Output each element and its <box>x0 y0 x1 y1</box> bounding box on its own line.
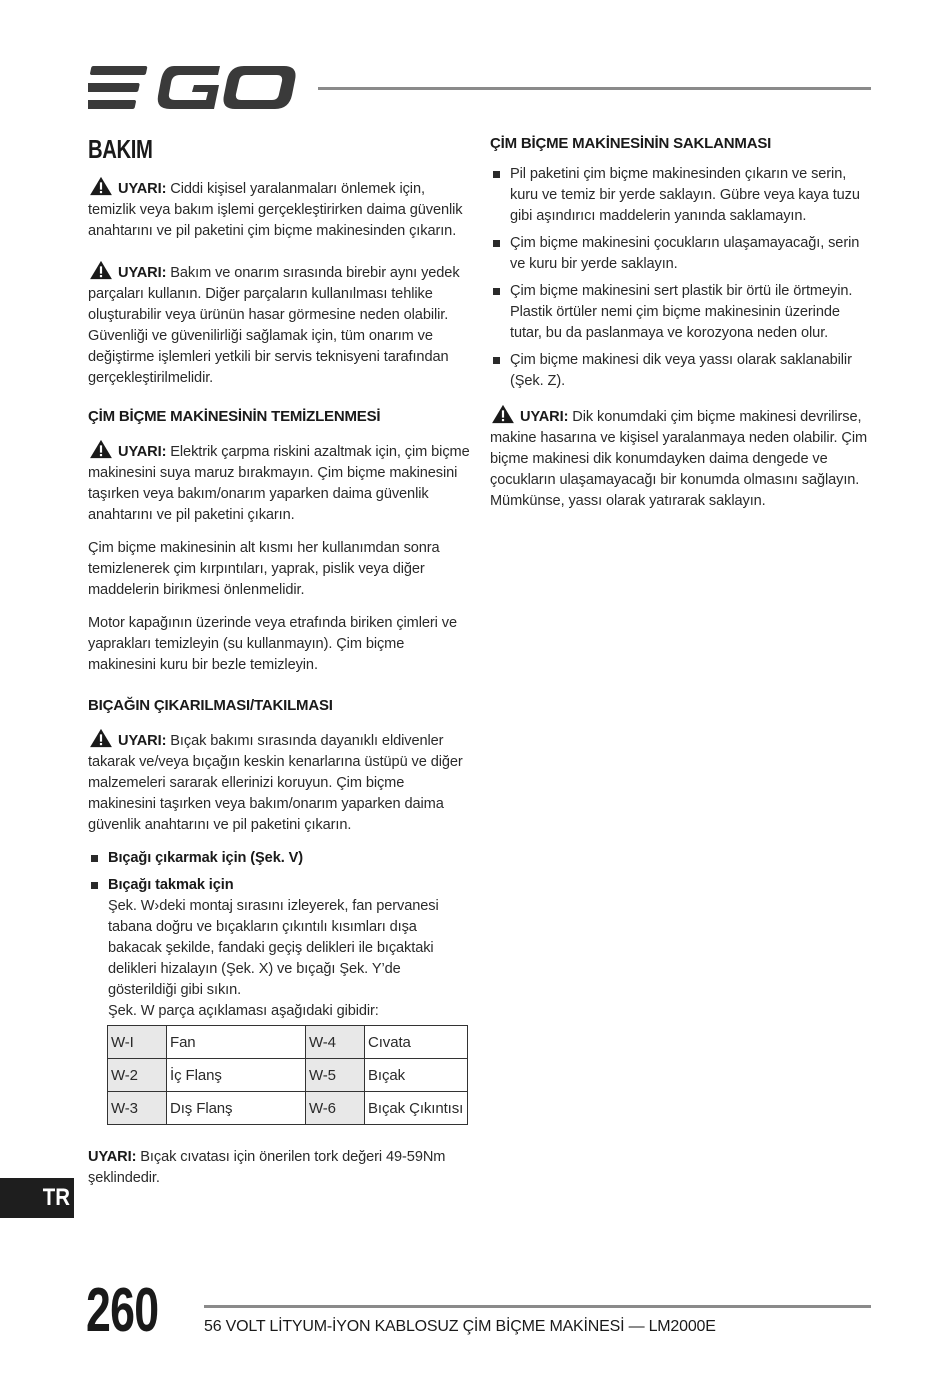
list-item: Pil paketini çim biçme makinesinden çıkarın ve serin, kuru ve temiz bir yerde saklayın. Gübre veya kaya tuzu gibi aşındırıcı maddelerin yanında saklamayın. <box>490 164 874 227</box>
warning-icon <box>88 439 114 459</box>
warning-text: Elektrik çarpma riskini azaltmak için, çim biçme makinesini suya maruz bırakmayın. Çim biçme makinesini taşırken veya bakım/onarım yaparken daima güvenlik anahtarını ve pil paketini çıkarın. <box>88 444 470 523</box>
warning-text: Bıçak cıvatası için önerilen tork değeri 49-59Nm şeklindedir. <box>88 1149 446 1186</box>
warning-paragraph <box>88 176 470 242</box>
warning-text: Dik konumdaki çim biçme makinesi devrilirse, makine hasarına ve kişisel yaralanmaya neden olabilir. Çim biçme makinesi dik konumdayken daima dengede ve çocukların ulaşamayacağı bir konumda olmasını sağlayın. Mümkünse, yassı olarak yatırarak saklayın. <box>490 409 868 509</box>
table-cell: Bıçak Çıkıntısı <box>365 1092 468 1125</box>
warning-text: Bakım ve onarım sırasında birebir aynı yedek parçaları kullanın. Diğer parçaların kullanılması tehlike oluşturabilir veya ürünün hasar görmesine neden olabilir. Güvenliği ve güvenilirliği sağlamak için, tüm onarım ve değiştirme işlemleri yetkili bir servis teknisyeni tarafından gerçekleştirilmelidir. <box>88 265 460 386</box>
footer-rule <box>204 1305 871 1308</box>
warning-label: UYARI: <box>88 1149 137 1165</box>
table-intro: Şek. W parça açıklaması aşağıdaki gibidir: <box>108 1003 379 1019</box>
table-cell: W-6 <box>306 1092 365 1125</box>
language-tab <box>0 1178 74 1218</box>
table-row <box>108 1059 468 1092</box>
table-row <box>108 1026 468 1059</box>
page-title: BAKIM <box>88 134 153 164</box>
cleaning-paragraph-1: Çim biçme makinesinin alt kısmı her kullanımdan sonra temizlenerek çim kırpıntıları, yaprak, pislik veya diğer maddelerin birikmesi önlenmelidir. <box>88 540 440 598</box>
storage-list <box>490 164 874 392</box>
list-item <box>88 875 470 1022</box>
table-cell: W-5 <box>306 1059 365 1092</box>
table-cell: W-3 <box>108 1092 167 1125</box>
table-cell: Bıçak <box>365 1059 468 1092</box>
torque-note <box>88 1147 470 1189</box>
table-row <box>108 1092 468 1125</box>
warning-paragraph <box>88 439 470 526</box>
section-heading-blade: BIÇAĞIN ÇIKARILMASI/TAKILMASI <box>88 697 333 714</box>
left-column <box>88 132 470 1189</box>
table-cell: İç Flanş <box>167 1059 306 1092</box>
list-item <box>88 848 470 869</box>
warning-paragraph <box>88 260 470 389</box>
warning-paragraph <box>490 404 874 512</box>
warning-icon <box>88 260 114 280</box>
header-rule <box>318 87 871 90</box>
list-item: Çim biçme makinesi dik veya yassı olarak saklanabilir (Şek. Z). <box>490 350 874 392</box>
ego-logo <box>88 64 298 112</box>
warning-text: Bıçak bakımı sırasında dayanıklı eldivenler takarak ve/veya bıçağın keskin kenarlarına üstüpü ve diğer malzemeleri sararak ellerinizi koruyun. Çim biçme makinesini taşırken veya bakım/onarım yaparken daima güvenlik anahtarını ve pil paketini çıkarın. <box>88 733 463 833</box>
warning-label: UYARI: <box>118 733 167 749</box>
warning-label: UYARI: <box>118 444 167 460</box>
right-column <box>490 132 874 512</box>
list-item: Çim biçme makinesini çocukların ulaşamayacağı, serin ve kuru bir yerde saklayın. <box>490 233 874 275</box>
table-cell: W-4 <box>306 1026 365 1059</box>
warning-icon <box>88 728 114 748</box>
warning-paragraph <box>88 728 470 836</box>
warning-label: UYARI: <box>118 265 167 281</box>
blade-steps-list <box>88 848 470 1022</box>
list-item: Çim biçme makinesini sert plastik bir örtü ile örtmeyin. Plastik örtüler nemi çim biçme makinesinin üzerinde tutar, bu da paslanmaya ve korozyona neden olur. <box>490 281 874 344</box>
table-cell: Fan <box>167 1026 306 1059</box>
warning-icon <box>88 176 114 196</box>
warning-label: UYARI: <box>118 181 167 197</box>
page-number: 260 <box>86 1276 159 1345</box>
table-cell: Dış Flanş <box>167 1092 306 1125</box>
table-cell: Cıvata <box>365 1026 468 1059</box>
section-heading-storage: ÇİM BİÇME MAKİNESİNİN SAKLANMASI <box>490 135 772 152</box>
section-heading-cleaning: ÇİM BİÇME MAKİNESİNİN TEMİZLENMESİ <box>88 408 381 425</box>
parts-table <box>107 1025 468 1125</box>
table-cell: W-I <box>108 1026 167 1059</box>
list-item-text: Şek. W›deki montaj sırasını izleyerek, fan pervanesi tabana doğru ve bıçakların çıkıntılı kısımları dışa bakacak şekilde, fandaki geçiş delikleri ile bıçaktaki delikleri hizalayın (Şek. X) ve bıçağı Şek. Y’de gösterildiği gibi sıkın. <box>108 898 439 998</box>
language-tab-label: TR <box>42 1184 70 1211</box>
warning-label: UYARI: <box>520 409 569 425</box>
list-item-title: Bıçağı takmak için <box>108 877 234 893</box>
warning-text: Ciddi kişisel yaralanmaları önlemek için, temizlik veya bakım işlemi gerçekleştirirken daima güvenlik anahtarını ve pil paketini çim biçme makinesinden çıkarın. <box>88 181 463 239</box>
list-item-title: Bıçağı çıkarmak için (Şek. V) <box>108 850 304 866</box>
warning-icon <box>490 404 516 424</box>
footer-title: 56 VOLT LİTYUM-İYON KABLOSUZ ÇİM BİÇME MAKİNESİ — LM2000E <box>204 1318 716 1335</box>
table-cell: W-2 <box>108 1059 167 1092</box>
cleaning-paragraph-2: Motor kapağının üzerinde veya etrafında biriken çimleri ve yaprakları temizleyin (su kullanmayın). Çim biçme makinesini kuru bir bezle temizleyin. <box>88 615 457 673</box>
